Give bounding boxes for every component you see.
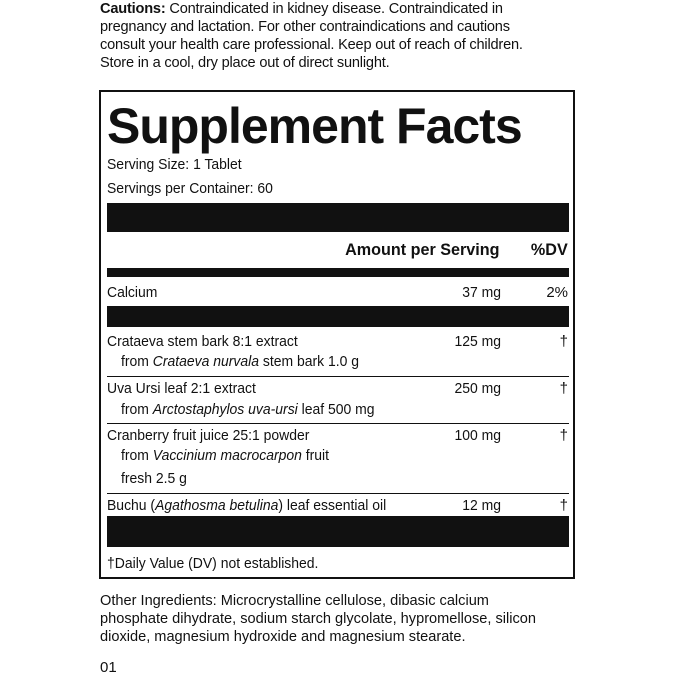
- ingredient-2-name: Uva Ursi leaf 2:1 extract: [107, 380, 256, 397]
- ingredient-2-amount: 250 mg: [454, 380, 501, 397]
- ingredient-4-amount: 12 mg: [462, 497, 501, 514]
- ingredient-3-name: Cranberry fruit juice 25:1 powder: [107, 427, 310, 444]
- serving-size: Serving Size: 1 Tablet: [107, 156, 242, 173]
- medium-divider: [107, 268, 569, 277]
- ingredient-1-dv: †: [559, 333, 568, 350]
- panel-title: Supplement Facts: [107, 98, 522, 154]
- ingredient-3-source: from Vaccinium macrocarpon fruit: [121, 447, 330, 464]
- cautions-paragraph: [100, 0, 551, 72]
- calcium-name: Calcium: [107, 284, 158, 301]
- header-amount: Amount per Serving: [344, 240, 499, 259]
- thick-divider-mid: [107, 306, 569, 327]
- cautions-text: Contraindicated in kidney disease. Contraindicated in pregnancy and lactation. For other contraindications and cautions consult your health care professional. Keep out of reach of children. Store in a cool, dry place out of direct sunlight.: [100, 0, 523, 71]
- lot-code: 01: [100, 659, 117, 676]
- other-ingredients: Other Ingredients: Microcrystalline cellulose, dibasic calcium phosphate dihydrate, sodium starch glycolate, hypromellose, silicon dioxide, magnesium hydroxide and magnesium stearate.: [100, 592, 537, 645]
- ingredient-4-dv: †: [559, 497, 568, 514]
- ingredient-3-source-cont: fresh 2.5 g: [121, 470, 187, 487]
- thick-divider-top: [107, 203, 569, 232]
- supplement-facts-panel: [99, 90, 575, 579]
- cautions-label: Cautions:: [100, 0, 166, 17]
- ingredient-2-source: from Arctostaphylos uva-ursi leaf 500 mg: [121, 401, 375, 418]
- ingredient-1-name: Crataeva stem bark 8:1 extract: [107, 333, 298, 350]
- calcium-amount: 37 mg: [462, 284, 501, 301]
- dv-footnote: †Daily Value (DV) not established.: [107, 555, 319, 572]
- header-dv: %DV: [531, 240, 568, 259]
- ingredient-3-dv: †: [559, 427, 568, 444]
- ingredient-4-name: Buchu (Agathosma betulina) leaf essential oil: [107, 497, 387, 514]
- row-separator: [107, 423, 569, 424]
- ingredient-1-source: from Crataeva nurvala stem bark 1.0 g: [121, 353, 360, 370]
- ingredient-1-amount: 125 mg: [454, 333, 501, 350]
- calcium-dv: 2%: [546, 284, 568, 301]
- ingredient-3-amount: 100 mg: [454, 427, 501, 444]
- row-separator: [107, 493, 569, 494]
- servings-per-container: Servings per Container: 60: [107, 180, 273, 197]
- ingredient-2-dv: †: [559, 380, 568, 397]
- row-separator: [107, 376, 569, 377]
- thick-divider-bottom: [107, 516, 569, 547]
